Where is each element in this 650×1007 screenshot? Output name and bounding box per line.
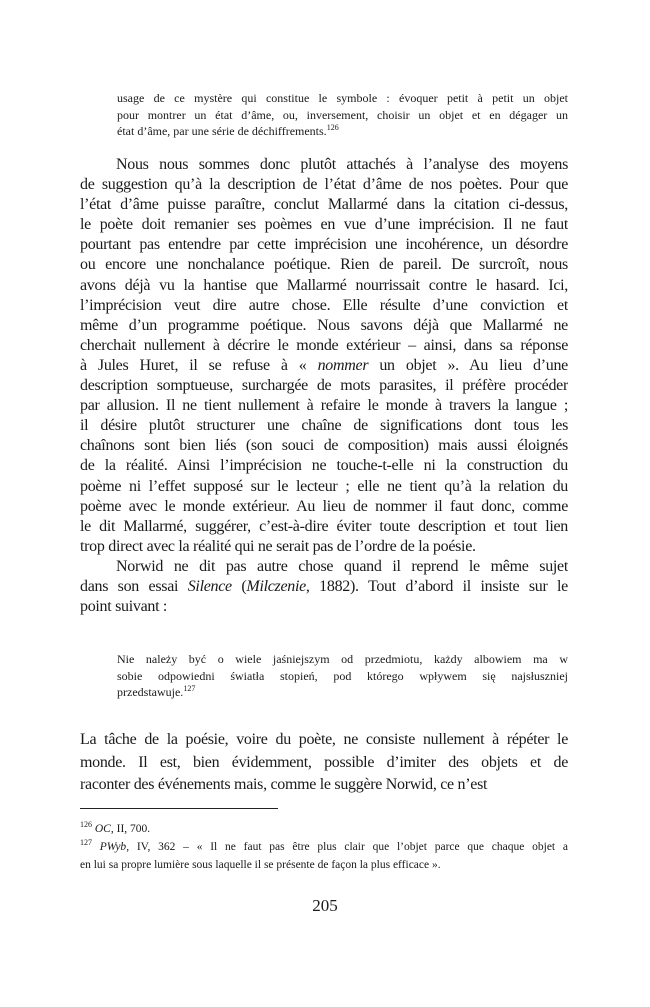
text-line	[80, 436, 568, 456]
block-quote-norwid	[117, 651, 568, 701]
footnote-ref: 126	[80, 820, 92, 829]
text-line	[80, 774, 568, 797]
footnote-ref: 126	[326, 123, 339, 132]
text-line	[117, 107, 568, 124]
text-segment: La tâche de la poésie, voire du poète, ne consiste nullement à répéter le	[80, 731, 568, 748]
text-line	[80, 557, 568, 577]
text-line	[80, 416, 568, 436]
text-segment: il désire plutôt structurer une chaîne de significations dont tous les	[80, 417, 568, 435]
footnote-ref: 127	[80, 838, 92, 847]
text-line	[80, 752, 568, 775]
italic-text: OC	[94, 823, 111, 835]
text-segment: en lui sa propre lumière sous laquelle il se présente de façon la plus efficace ».	[80, 859, 441, 871]
text-segment: pour montrer un état d’âme, ou, inversement, choisir un objet et en dégager un	[117, 107, 568, 122]
text-line	[80, 456, 568, 476]
text-line	[80, 316, 568, 336]
block-quote-mallarme	[117, 90, 568, 140]
text-line	[117, 651, 568, 668]
text-segment: Nie należy być o wiele jaśniejszym od przedmiotu, każdy albowiem ma w	[117, 652, 568, 666]
text-line	[80, 856, 568, 874]
italic-text: nommer	[317, 356, 369, 374]
text-segment: pourtant pas entendre par cette imprécision une incohérence, un désordre	[80, 236, 568, 254]
text-line	[117, 90, 568, 107]
text-line	[80, 175, 568, 195]
text-line	[80, 215, 568, 235]
text-line	[80, 235, 568, 255]
text-segment: , II, 700.	[110, 823, 151, 835]
text-segment: monde. Il est, bien évidemment, possible d’imiter des objets et de	[80, 753, 568, 771]
text-segment: description somptueuse, surchargée de mots parasites, il préfère procéder	[80, 377, 568, 395]
text-segment: l’état d’âme puisse paraître, conclut Mallarmé dans la citation ci-dessus,	[80, 196, 568, 214]
text-segment: à Jules Huret, il se refuse à «	[80, 356, 318, 374]
text-segment: de la réalité. Ainsi l’imprécision ne touche-t-elle ni la construction du	[80, 457, 568, 475]
text-line	[117, 123, 568, 140]
text-segment: le dit Mallarmé, suggérer, c’est-à-dire éviter toute description et tout lien	[80, 517, 568, 535]
text-segment: l’imprécision veut dire autre chose. Elle résulte d’une conviction et	[80, 296, 568, 314]
text-line	[80, 255, 568, 275]
text-segment: ou encore une nonchalance poétique. Rien de pareil. De surcroît, nous	[80, 256, 568, 274]
text-line	[80, 195, 568, 215]
text-segment: Norwid ne dit pas autre chose quand il reprend le même sujet	[116, 557, 568, 575]
text-segment: chaînons sont bien liés (son souci de composition) mais aussi éloignés	[80, 437, 568, 455]
text-segment: même d’un programme poétique. Nous savons déjà que Mallarmé ne	[80, 316, 568, 334]
text-line	[80, 537, 568, 557]
body-paragraph-2	[80, 729, 568, 797]
text-segment: Nous nous sommes donc plutôt attachés à l’analyse des moyens	[116, 156, 568, 173]
text-line	[80, 356, 568, 376]
text-segment: usage de ce mystère qui constitue le symbole : évoquer petit à petit un objet	[117, 91, 568, 105]
text-segment: (	[231, 577, 247, 595]
body-paragraph-1	[80, 155, 568, 617]
text-line	[80, 597, 568, 617]
text-segment: , IV, 362 – « Il ne faut pas être plus clair que l’objet parce que chaque objet a	[126, 841, 568, 853]
text-segment: cherchait nullement à décrire le monde extérieur – ainsi, dans sa réponse	[80, 336, 568, 354]
text-line	[80, 396, 568, 416]
text-segment: point suivant :	[80, 598, 168, 616]
italic-text: Silence	[187, 577, 232, 595]
text-line	[80, 729, 568, 752]
text-segment: poème ni l’effet supposé sur le lecteur ; elle ne tient qu’à la relation du	[80, 477, 568, 495]
text-line	[80, 296, 568, 316]
text-line	[117, 668, 568, 685]
footnote-ref: 127	[183, 684, 196, 693]
text-segment: le poète doit remanier ses poèmes en vue d’une imprécision. Il ne faut	[80, 216, 568, 234]
text-line	[80, 838, 568, 856]
page-number: 205	[312, 896, 338, 915]
text-segment: trop direct avec la réalité qui ne serait pas de l’ordre de la poésie.	[80, 537, 476, 555]
footnotes	[80, 820, 568, 874]
text-segment: de suggestion qu’à la description de l’état d’âme de nos poètes. Pour que	[80, 176, 568, 194]
text-segment: poème avec le monde extérieur. Au lieu de nommer il faut donc, comme	[80, 497, 568, 515]
text-line	[80, 276, 568, 296]
text-segment: raconter des événements mais, comme le suggère Norwid, ce n’est	[80, 776, 488, 793]
footnote-separator	[80, 808, 278, 809]
text-segment: par allusion. Il ne tient nullement à refaire le monde à travers la langue ;	[80, 397, 568, 415]
italic-text: Milczenie	[246, 577, 306, 595]
text-segment: dans son essai	[80, 577, 188, 595]
text-line	[80, 577, 568, 597]
text-segment: état d’âme, par une série de déchiffrements.	[117, 124, 327, 138]
text-segment: avons déjà vu la hantise que Mallarmé nourrissait contre le hasard. Ici,	[80, 276, 568, 294]
text-segment	[92, 841, 100, 853]
text-line	[80, 155, 568, 175]
text-segment: , 1882). Tout d’abord il insiste sur le	[305, 577, 568, 595]
text-line	[80, 336, 568, 356]
text-line	[117, 684, 568, 701]
text-line	[80, 517, 568, 537]
text-line	[80, 376, 568, 396]
text-segment: przedstawuje.	[117, 685, 184, 699]
text-segment: un objet ». Au lieu d’une	[368, 356, 568, 374]
text-line	[80, 497, 568, 517]
text-line	[80, 820, 568, 838]
text-line	[80, 477, 568, 497]
italic-text: PWyb	[99, 841, 127, 853]
text-segment: sobie odpowiedni światła stopień, pod którego wpływem się najsłuszniej	[117, 668, 568, 683]
